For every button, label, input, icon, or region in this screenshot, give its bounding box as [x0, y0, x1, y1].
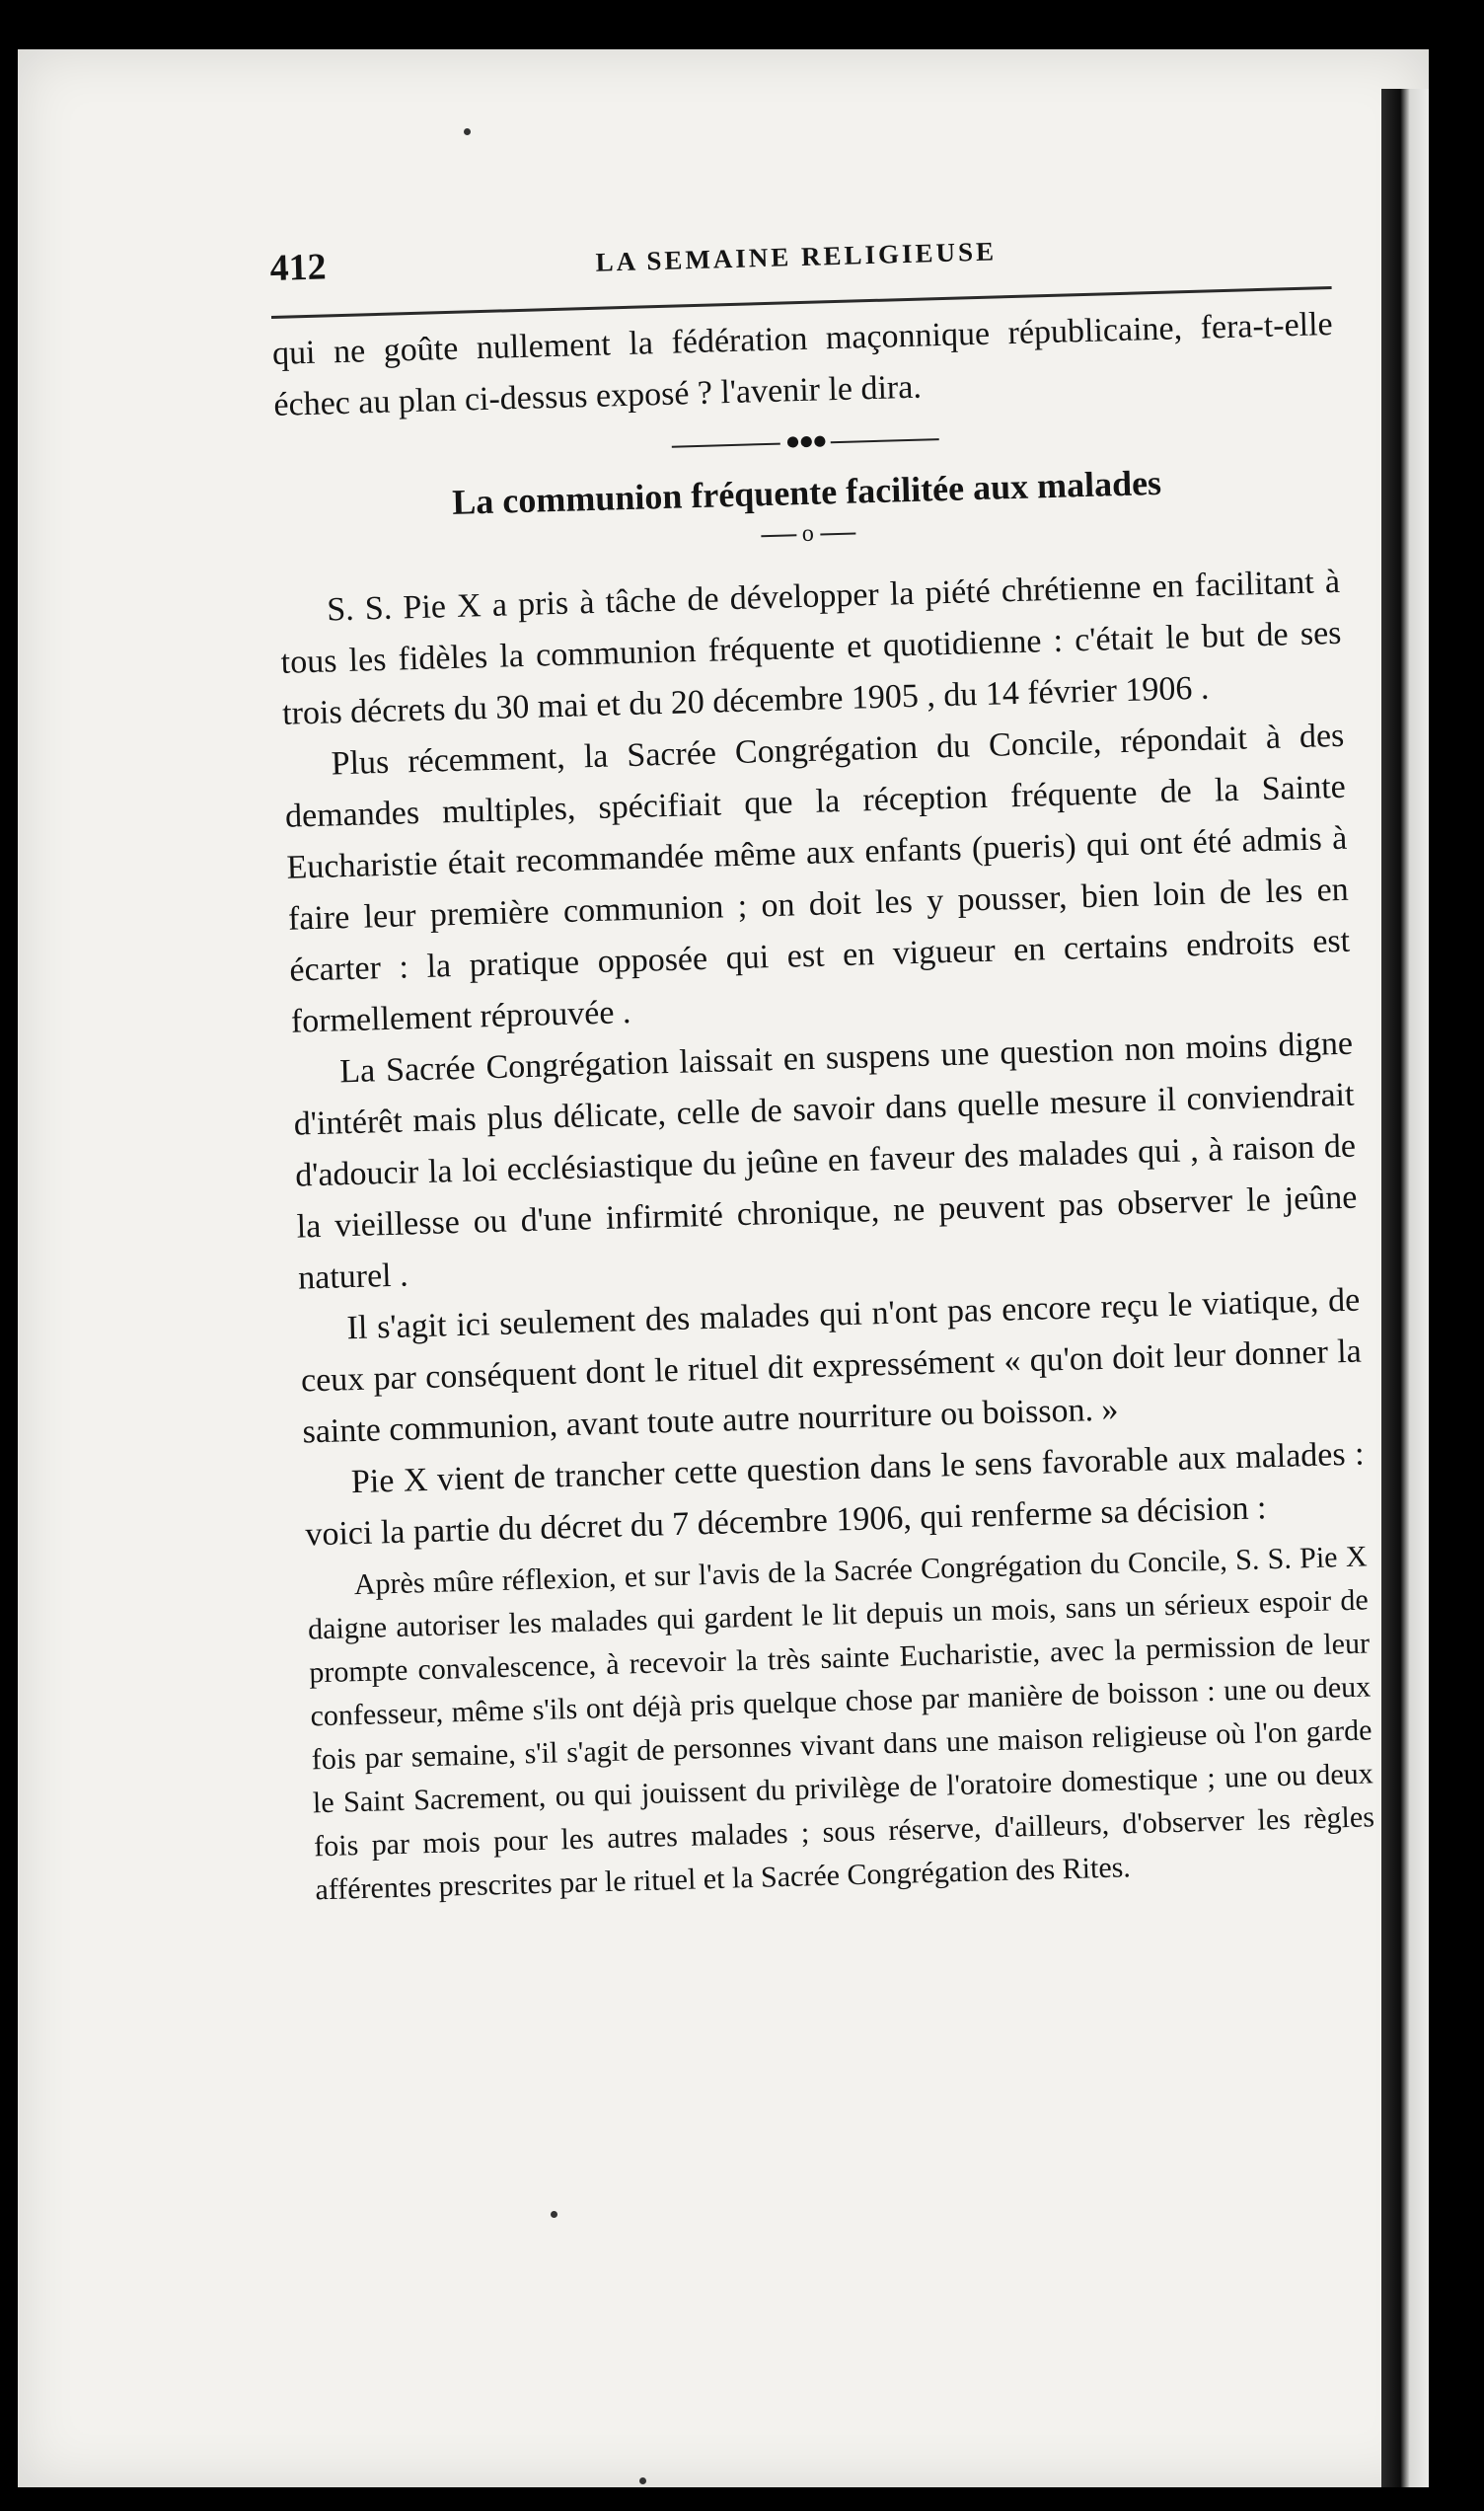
running-title: LA SEMAINE RELIGIEUSE — [595, 236, 998, 277]
print-speck — [551, 2211, 557, 2218]
ornament-line-right — [830, 438, 938, 443]
decree-quote — [306, 1535, 1375, 1912]
section-title: La communion fréquente facilitée aux malades — [451, 462, 1162, 522]
continuation-paragraph: qui ne goûte nullement la fédération maçonnique républicaine, fera-t-elle échec au plan ci-dessus exposé ? l'avenir le dira. — [271, 305, 1334, 423]
paragraph-1: S. S. Pie X a pris à tâche de développer la piété chrétienne en facilitant à tous les fidèles la communion fréquente et quotidienne : c'était le but de ses trois décrets du 30 mai et du 20 décembre 1905 , du 14 février 1906 . — [280, 563, 1342, 732]
page-content — [269, 217, 1376, 1912]
separator-mark: o — [801, 520, 815, 548]
ornament-mark: ●●● — [784, 425, 827, 456]
separator-rule-right — [820, 533, 855, 536]
decree-text: Après mûre réflexion, et sur l'avis de la Sacrée Congrégation du Concile, S. S. Pie X daigne autoriser les malades qui gardent le lit depuis un mois, sans un sérieux espoir de prompte convalescence, à recevoir la très sainte Eucharistie, avec la permission de leur confesseur, même s'ils ont déjà pris quelque chose par manière de boisson : une ou deux fois par semaine, s'il s'agit de personnes vivant dans une maison religieuse où l'on garde le Saint Sacrement, ou qui jouissent du privilège de l'oratoire domestique ; une ou deux fois par mois pour les autres malades ; sous réserve, d'ailleurs, d'observer les règles afférentes prescrites par le rituel et la Sacrée Congrégation des Rites. — [307, 1540, 1375, 1907]
adjacent-page-edge — [1381, 89, 1429, 2487]
print-speck — [464, 128, 471, 135]
paragraph-5: Pie X vient de trancher cette question dans le sens favorable aux malades : voici la partie du décret du 7 décembre 1906, qui renferme sa décision : — [304, 1435, 1366, 1554]
separator-rule-left — [761, 535, 796, 538]
paragraph-4: Il s'agit ici seulement des malades qui n'ont pas encore reçu le viatique, de ceux par conséquent dont le rituel dit expressément « qu'on doit leur donner la sainte communion, avant toute autre nourriture ou boisson. » — [300, 1281, 1363, 1451]
paragraph-2: Plus récemment, la Sacrée Congrégation du Concile, répondait à des demandes multiples, spécifiait que la réception fréquente de la Sainte Eucharistie était recommandée même aux enfants (pueris) qui ont été admis à faire leur première communion ; on doit les y pousser, bien loin de les en écarter : la pratique opposée qui est en vigueur en certains endroits est formellement réprouvée . — [284, 717, 1351, 1040]
document-page — [18, 49, 1429, 2487]
page-number: 412 — [269, 246, 328, 289]
article-text — [271, 299, 1366, 1561]
ornament-line-left — [672, 443, 780, 448]
paragraph-3: La Sacrée Congrégation laissait en suspens une question non moins digne d'intérêt mais plus délicate, celle de savoir dans quelle mesure il conviendrait d'adoucir la loi ecclésiastique du jeûne en faveur des malades qui , à raison de la vieillesse ou d'une infirmité chronique, ne peuvent pas observer le jeûne naturel . — [293, 1025, 1358, 1297]
print-speck — [639, 2477, 646, 2484]
